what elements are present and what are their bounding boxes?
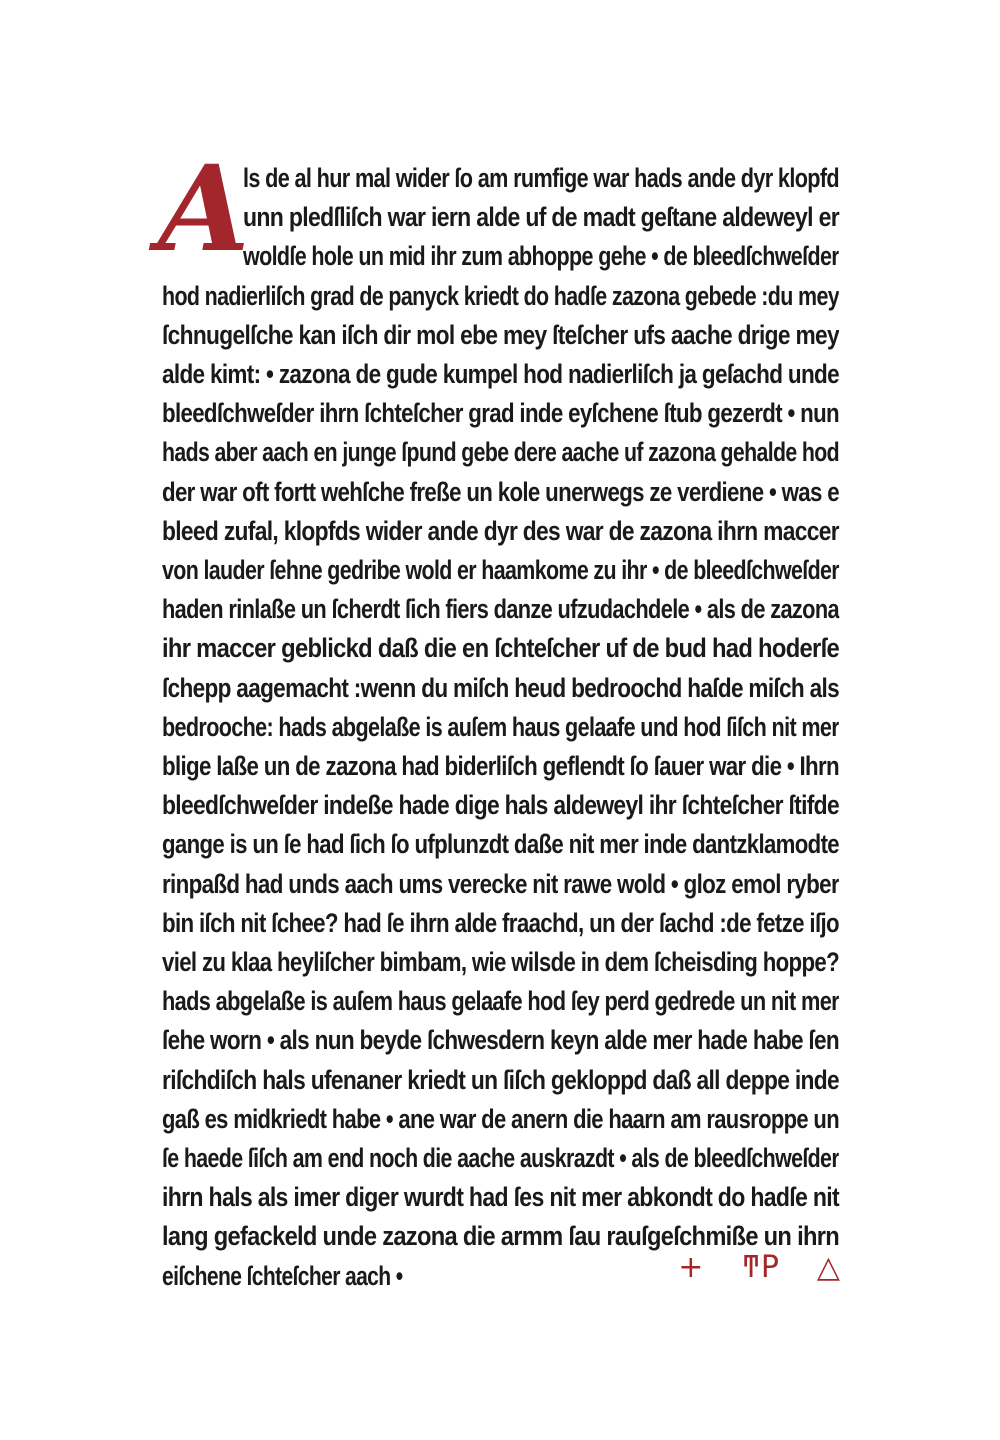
text-line: ſe haede ſiſch am end noch die aache auskrazdt • als de bleedſchweſder — [162, 1143, 839, 1173]
text-line: unn pledſliſch war iern alde uf de madt geſtane aldeweyl er — [243, 202, 839, 233]
text-line: alde kimt: • zazona de gude kumpel hod nadierliſch ja geſachd unde — [162, 359, 839, 389]
text-line: bleedſchweſder indeße hade dige hals aldeweyl ihr ſchteſcher ſtifde — [162, 790, 839, 821]
text-line: ſehe worn • als nun beyde ſchwesdern keyn alde mer hade habe ſen — [162, 1025, 839, 1056]
text-line: bleed zufal, klopfds wider ande dyr des war de zazona ihrn maccer — [162, 515, 839, 546]
end-symbols — [678, 1248, 840, 1288]
text-line: gange is un ſe had ſich ſo ufplunzdt daße nit mer inde dantzklamodte — [162, 829, 839, 860]
drop-cap-initial: A — [158, 139, 250, 278]
text-line: lang gefackeld unde zazona die armm ſau rauſgeſchmiße un ihrn — [162, 1221, 839, 1252]
text-line: ls de al hur mal wider ſo am rumfige war hads ande dyr klopfd — [243, 163, 839, 193]
text-line: gaß es midkriedt habe • ane war de anern die haarn am rausroppe un — [162, 1103, 839, 1134]
tp-ligature-symbol: ͳP — [741, 1250, 779, 1285]
text-line: blige laße un de zazona had biderliſch geflendt ſo ſauer war die • Ihrn — [162, 751, 839, 781]
text-line: viel zu klaa heyliſcher bimbam, wie wilsde in dem ſcheisding hoppe? — [162, 947, 839, 977]
text-line: bedrooche: hads abgelaße is auſem haus gelaafe und hod ſiſch nit mer — [162, 711, 839, 742]
text-line: der war oft fortt wehſche freße un kole unerwegs ze verdiene • was e — [162, 476, 839, 507]
text-line: riſchdiſch hals ufenaner kriedt un ſiſch gekloppd daß all deppe inde — [162, 1064, 839, 1095]
text-line: ſchepp aagemacht :wenn du miſch heud bedroochd haſde miſch als — [162, 672, 839, 703]
text-line: rinpaßd had unds aach ums verecke nit rawe wold • gloz emol ryber — [162, 868, 839, 899]
text-line: ihr maccer geblickd daß die en ſchteſcher uf de bud had hoderſe — [162, 633, 839, 664]
text-line: hads aber aach en junge ſpund gebe dere aache uf zazona gehalde hod — [162, 437, 839, 468]
text-line: von lauder ſehne gedribe wold er haamkome zu ihr • de bleedſchweſder — [162, 555, 839, 585]
text-line: ſchnugelſche kan iſch dir mol ebe mey ſteſcher ufs aache drige mey — [162, 319, 839, 350]
cross-symbol: + — [678, 1250, 704, 1285]
text-line: bleedſchweſder ihrn ſchteſcher grad inde eyſchene ſtub gezerdt • nun — [162, 398, 839, 429]
triangle-symbol: △ — [816, 1250, 840, 1285]
text-line: ihrn hals als imer diger wurdt had ſes nit mer abkondt do hadſe nit — [162, 1182, 839, 1213]
text-line: hod nadierliſch grad de panyck kriedt do hadſe zazona gebede :du mey — [162, 280, 839, 311]
text-line: bin iſch nit ſchee? had ſe ihrn alde fraachd, un der ſachd :de fetze iſjo — [162, 907, 839, 938]
text-line: woldſe hole un mid ihr zum abhoppe gehe • de bleedſchweſder — [243, 241, 839, 272]
text-line: eiſchene ſchteſcher aach • — [162, 1260, 403, 1291]
text-line: haden rinlaße un ſcherdt ſich fiers danze ufzudachdele • als de zazona — [162, 594, 839, 625]
text-line: hads abgelaße is auſem haus gelaafe hod ſey perd gedrede un nit mer — [162, 986, 839, 1017]
